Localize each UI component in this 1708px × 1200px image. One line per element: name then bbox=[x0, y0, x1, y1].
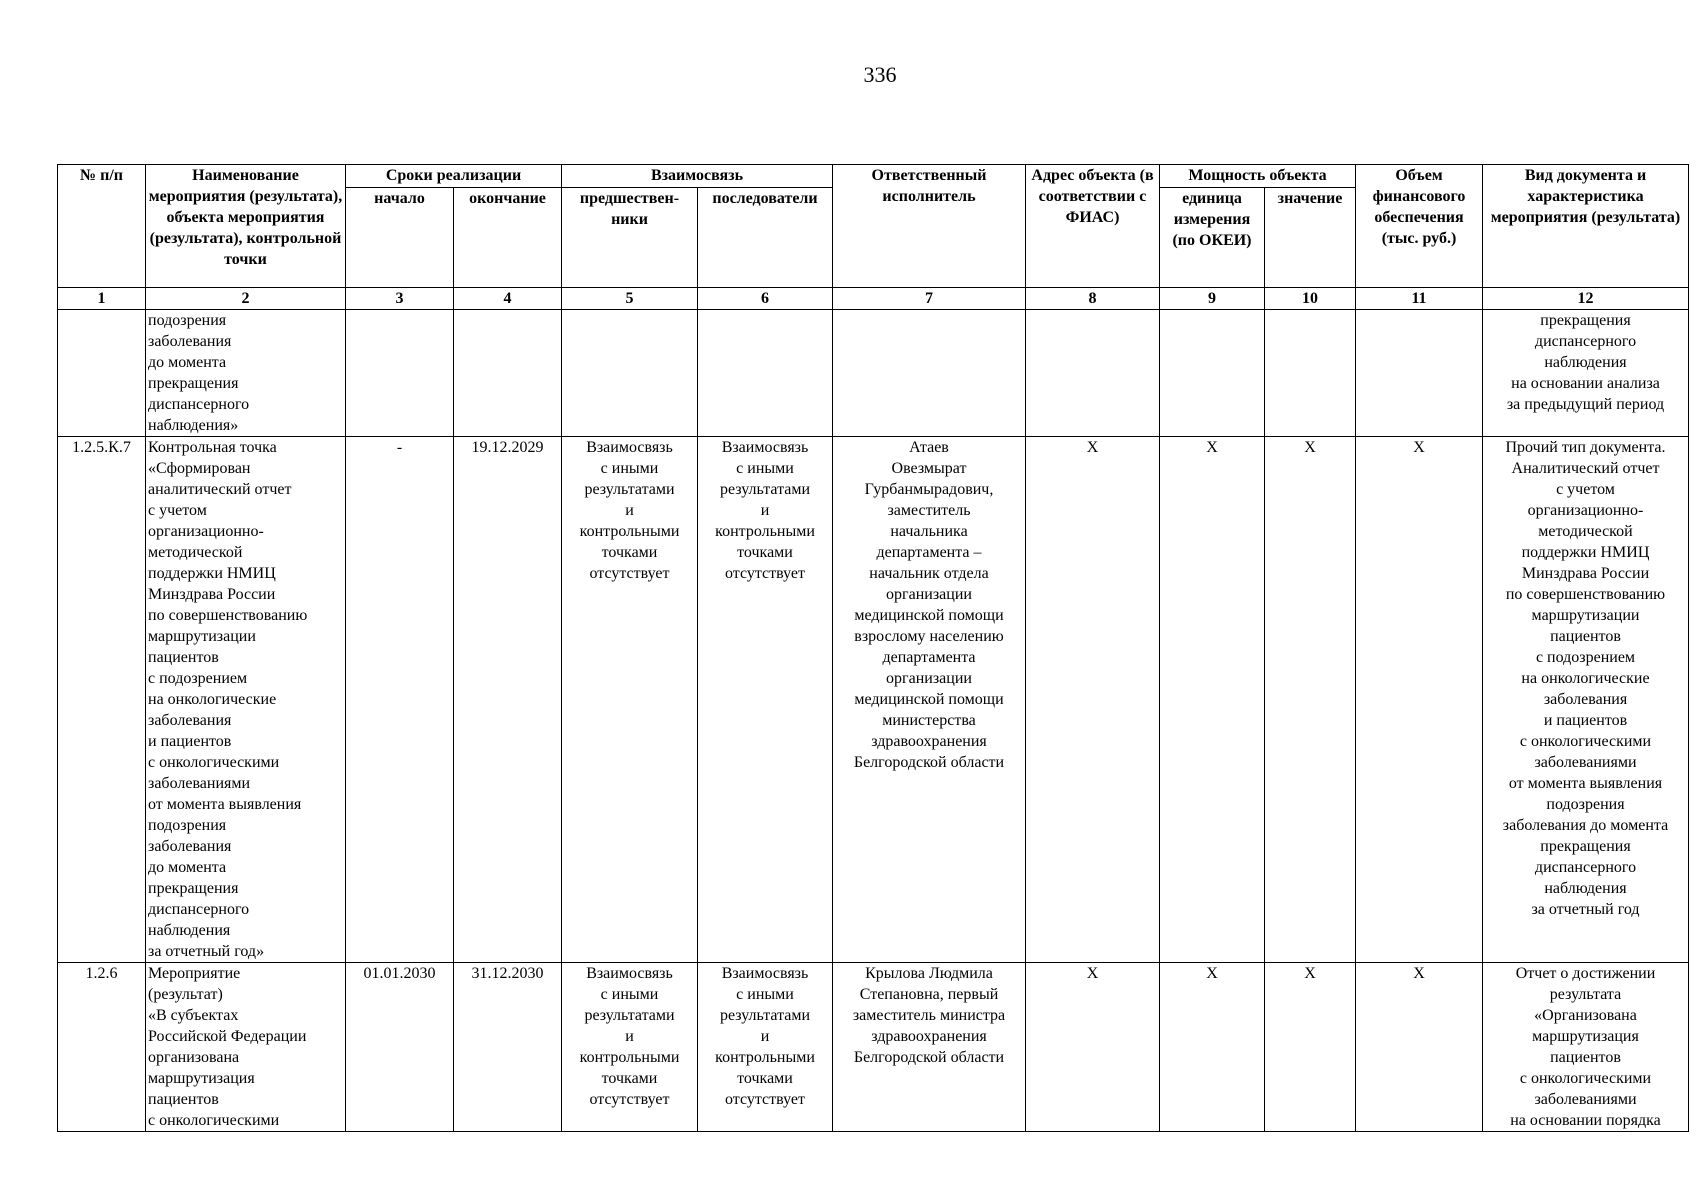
predecessors-line: результатами bbox=[584, 481, 675, 498]
finance-cell: X bbox=[1356, 963, 1483, 1132]
responsible-line: министерства bbox=[882, 712, 976, 729]
activity-name-line: Мероприятие bbox=[148, 965, 241, 982]
activity-name-line: маршрутизация bbox=[148, 1070, 255, 1087]
responsible-line: департамента bbox=[882, 649, 976, 666]
predecessors-cell bbox=[562, 310, 698, 437]
successors-line: результатами bbox=[719, 1007, 811, 1024]
document-type-line: заболевания до момента bbox=[1502, 817, 1669, 834]
header-end: окончание bbox=[454, 188, 562, 288]
activity-name-line: на онкологические bbox=[148, 691, 277, 708]
successors-line: контрольными bbox=[715, 1049, 815, 1066]
successors-line: Взаимосвязь bbox=[721, 439, 809, 456]
predecessors-line: отсутствует bbox=[589, 1091, 670, 1108]
activity-name-line: «Сформирован bbox=[148, 460, 251, 477]
unit-cell bbox=[1160, 310, 1265, 437]
activity-name-line: с онкологическими bbox=[148, 754, 280, 771]
predecessors-line: отсутствует bbox=[589, 565, 670, 582]
header-address: Адрес объекта (в соответствии с ФИАС) bbox=[1026, 165, 1160, 288]
responsible-line: начальника bbox=[890, 523, 968, 540]
col-number: 7 bbox=[833, 288, 1026, 310]
start-date-cell bbox=[346, 310, 454, 437]
activity-name-line: Контрольная точка bbox=[148, 439, 277, 456]
table-row bbox=[58, 310, 1689, 437]
document-type-line: Аналитический отчет bbox=[1511, 460, 1660, 477]
activity-name-line: наблюдения bbox=[148, 922, 231, 939]
activity-name-line: с подозрением bbox=[148, 670, 248, 687]
activity-name-line: до момента bbox=[148, 859, 227, 876]
document-type-line: на основании анализа bbox=[1511, 375, 1660, 392]
successors-line: с иными bbox=[736, 460, 794, 477]
end-date-cell: 31.12.2030 bbox=[454, 963, 562, 1132]
activity-name-line: диспансерного bbox=[148, 901, 250, 918]
col-number: 1 bbox=[58, 288, 146, 310]
activity-name-line: организована bbox=[148, 1049, 240, 1066]
responsible-line: Крылова Людмила bbox=[865, 965, 993, 982]
responsible-line: Гурбанмырадович, bbox=[864, 481, 994, 498]
successors-line: отсутствует bbox=[724, 565, 806, 582]
responsible-line: начальник отдела bbox=[869, 565, 989, 582]
activity-name-line: с онкологическими bbox=[148, 1112, 280, 1129]
address-cell: X bbox=[1026, 437, 1160, 963]
col-number: 6 bbox=[698, 288, 833, 310]
responsible-line: Овезмырат bbox=[891, 460, 967, 477]
activity-name-line: от момента выявления bbox=[148, 796, 302, 813]
header-finance: Объем финансового обеспечения (тыс. руб.) bbox=[1356, 165, 1483, 288]
predecessors-cell bbox=[562, 963, 698, 1132]
document-type-line: за отчетный год bbox=[1531, 901, 1640, 918]
successors-line: точками bbox=[737, 544, 793, 561]
document-type-line: подозрения bbox=[1546, 796, 1625, 813]
document-type-line: диспансерного bbox=[1534, 859, 1637, 876]
header-responsible: Ответственный исполнитель bbox=[833, 165, 1026, 288]
address-cell: X bbox=[1026, 963, 1160, 1132]
header-terms: Сроки реализации bbox=[346, 165, 562, 188]
document-type-line: маршрутизации bbox=[1531, 607, 1640, 624]
document-type-line: диспансерного bbox=[1534, 333, 1637, 350]
col-number: 5 bbox=[562, 288, 698, 310]
responsible-line: медицинской помощи bbox=[854, 607, 1004, 624]
header-link: Взаимосвязь bbox=[562, 165, 833, 188]
activity-name-line: заболеваниями bbox=[148, 775, 251, 792]
document-type-line: результата bbox=[1549, 986, 1622, 1003]
document-type-line: с учетом bbox=[1556, 481, 1615, 498]
document-type-line: «Организована bbox=[1534, 1007, 1637, 1024]
document-type-line: заболеваниями bbox=[1534, 754, 1637, 771]
header-unit: единица измерения (по ОКЕИ) bbox=[1160, 188, 1265, 288]
activity-name-line: Российской Федерации bbox=[148, 1028, 307, 1045]
document-type-line: методической bbox=[1538, 523, 1633, 540]
activity-name-cell bbox=[146, 437, 346, 963]
col-number: 3 bbox=[346, 288, 454, 310]
responsible-line: Белгородской области bbox=[853, 754, 1005, 771]
predecessors-line: результатами bbox=[584, 1007, 675, 1024]
activity-name-line: (результат) bbox=[148, 986, 223, 1003]
document-type-line: Минздрава России bbox=[1521, 565, 1650, 582]
activity-name-cell bbox=[146, 963, 346, 1132]
responsible-line: заместитель bbox=[887, 502, 971, 519]
activity-name-line: наблюдения» bbox=[148, 417, 239, 434]
activity-name-line: с учетом bbox=[148, 502, 207, 519]
activity-name-line: поддержки НМИЦ bbox=[148, 565, 276, 582]
document-type-cell bbox=[1483, 437, 1689, 963]
table-row bbox=[58, 437, 1689, 963]
header-value: значение bbox=[1265, 188, 1356, 288]
successors-cell bbox=[698, 963, 833, 1132]
responsible-line: взрослому населению bbox=[854, 628, 1004, 645]
activity-name-line: подозрения bbox=[148, 312, 227, 329]
end-date-cell bbox=[454, 310, 562, 437]
predecessors-line: контрольными bbox=[579, 1049, 680, 1066]
document-type-line: наблюдения bbox=[1544, 354, 1627, 371]
responsible-line: медицинской помощи bbox=[854, 691, 1004, 708]
document-type-line: заболеваниями bbox=[1534, 1091, 1637, 1108]
responsible-line: здравоохранения bbox=[871, 733, 987, 750]
responsible-cell bbox=[833, 437, 1026, 963]
activities-table bbox=[57, 164, 1689, 1132]
document-type-line: с онкологическими bbox=[1519, 1070, 1652, 1087]
value-cell bbox=[1265, 310, 1356, 437]
activity-name-line: заболевания bbox=[148, 333, 232, 350]
successors-cell bbox=[698, 437, 833, 963]
header-document: Вид документа и характеристика мероприятия (результата) bbox=[1483, 165, 1689, 288]
predecessors-line: точками bbox=[601, 1070, 658, 1087]
activity-name-cell bbox=[146, 310, 346, 437]
document-type-line: и пациентов bbox=[1543, 712, 1628, 729]
document-type-line: от момента выявления bbox=[1508, 775, 1663, 792]
finance-cell bbox=[1356, 310, 1483, 437]
activity-name-line: маршрутизации bbox=[148, 628, 256, 645]
row-number-cell bbox=[58, 310, 146, 437]
document-type-line: пациентов bbox=[1550, 1049, 1621, 1066]
activity-name-line: методической bbox=[148, 544, 243, 561]
successors-line: и bbox=[760, 502, 770, 519]
activity-name-line: и пациентов bbox=[148, 733, 232, 750]
col-number: 8 bbox=[1026, 288, 1160, 310]
start-date-cell: - bbox=[346, 437, 454, 963]
value-cell: X bbox=[1265, 963, 1356, 1132]
document-type-line: за предыдущий период bbox=[1506, 396, 1665, 413]
successors-line: с иными bbox=[736, 986, 794, 1003]
col-number: 11 bbox=[1356, 288, 1483, 310]
responsible-cell bbox=[833, 310, 1026, 437]
activity-name-line: аналитический отчет bbox=[148, 481, 292, 498]
col-number: 4 bbox=[454, 288, 562, 310]
document-type-line: Отчет о достижении bbox=[1515, 965, 1656, 982]
document-type-line: по совершенствованию bbox=[1505, 586, 1666, 603]
successors-line: и bbox=[760, 1028, 770, 1045]
header-name: Наименование мероприятия (результата), объекта мероприятия (результата), контрольной точки bbox=[146, 165, 346, 288]
table-row bbox=[58, 963, 1689, 1132]
responsible-line: здравоохранения bbox=[871, 1028, 987, 1045]
responsible-line: заместитель министра bbox=[852, 1007, 1006, 1024]
col-number: 10 bbox=[1265, 288, 1356, 310]
responsible-line: департамента – bbox=[876, 544, 982, 561]
activity-name-line: пациентов bbox=[148, 649, 219, 666]
page-number: 336 bbox=[863, 62, 897, 87]
predecessors-line: с иными bbox=[600, 986, 659, 1003]
successors-line: отсутствует bbox=[724, 1091, 806, 1108]
predecessors-line: и bbox=[625, 502, 634, 519]
predecessors-line: точками bbox=[601, 544, 658, 561]
predecessors-line: Взаимосвязь bbox=[586, 439, 673, 456]
row-number-cell: 1.2.6 bbox=[58, 963, 146, 1132]
col-number: 12 bbox=[1483, 288, 1689, 310]
document-type-line: на основании порядка bbox=[1510, 1112, 1661, 1129]
header-predecessors: предшествен- ники bbox=[562, 188, 698, 288]
header-power: Мощность объекта bbox=[1160, 165, 1356, 188]
start-date-cell: 01.01.2030 bbox=[346, 963, 454, 1132]
document-type-line: Прочий тип документа. bbox=[1505, 439, 1666, 456]
responsible-line: организации bbox=[886, 670, 972, 687]
responsible-line: организации bbox=[886, 586, 972, 603]
predecessors-line: и bbox=[625, 1028, 634, 1045]
responsible-line: Белгородской области bbox=[853, 1049, 1005, 1066]
activity-name-line: прекращения bbox=[148, 375, 239, 392]
activity-name-line: заболевания bbox=[148, 838, 232, 855]
successors-line: контрольными bbox=[715, 523, 815, 540]
predecessors-cell bbox=[562, 437, 698, 963]
activity-name-line: Минздрава России bbox=[148, 586, 276, 603]
activity-name-line: подозрения bbox=[148, 817, 227, 834]
document-type-line: маршрутизация bbox=[1532, 1028, 1639, 1045]
document-type-line: пациентов bbox=[1550, 628, 1621, 645]
document-type-line: с онкологическими bbox=[1519, 733, 1652, 750]
activity-name-line: организационно- bbox=[148, 523, 264, 540]
document-type-line: поддержки НМИЦ bbox=[1521, 544, 1650, 561]
value-cell: X bbox=[1265, 437, 1356, 963]
document-type-line: на онкологические bbox=[1521, 670, 1650, 687]
activity-name-line: пациентов bbox=[148, 1091, 219, 1108]
col-number: 2 bbox=[146, 288, 346, 310]
header-num: № п/п bbox=[58, 165, 146, 288]
document-type-cell bbox=[1483, 310, 1689, 437]
header-successors: последователи bbox=[698, 188, 833, 288]
document-type-line: прекращения bbox=[1540, 312, 1631, 329]
document-type-line: организационно- bbox=[1527, 502, 1644, 519]
predecessors-line: контрольными bbox=[579, 523, 680, 540]
address-cell bbox=[1026, 310, 1160, 437]
col-number: 9 bbox=[1160, 288, 1265, 310]
successors-line: точками bbox=[737, 1070, 793, 1087]
successors-cell bbox=[698, 310, 833, 437]
activity-name-line: прекращения bbox=[148, 880, 239, 897]
activity-name-line: диспансерного bbox=[148, 396, 250, 413]
predecessors-line: Взаимосвязь bbox=[586, 965, 673, 982]
document-type-line: заболевания bbox=[1543, 691, 1628, 708]
activity-name-line: заболевания bbox=[148, 712, 232, 729]
table-body bbox=[58, 310, 1689, 1132]
document-type-line: наблюдения bbox=[1544, 880, 1627, 897]
row-number-cell: 1.2.5.К.7 bbox=[58, 437, 146, 963]
header-start: начало bbox=[346, 188, 454, 288]
activity-name-line: «В субъектах bbox=[148, 1007, 239, 1024]
successors-line: Взаимосвязь bbox=[721, 965, 809, 982]
end-date-cell: 19.12.2029 bbox=[454, 437, 562, 963]
unit-cell: X bbox=[1160, 963, 1265, 1132]
finance-cell: X bbox=[1356, 437, 1483, 963]
unit-cell: X bbox=[1160, 437, 1265, 963]
successors-line: результатами bbox=[719, 481, 811, 498]
document-type-cell bbox=[1483, 963, 1689, 1132]
activity-name-line: до момента bbox=[148, 354, 227, 371]
document-type-line: прекращения bbox=[1540, 838, 1631, 855]
activity-name-line: по совершенствованию bbox=[148, 607, 308, 624]
document-type-line: с подозрением bbox=[1535, 649, 1636, 666]
responsible-line: Степановна, первый bbox=[859, 986, 999, 1003]
activity-name-line: за отчетный год» bbox=[148, 943, 265, 960]
predecessors-line: с иными bbox=[600, 460, 659, 477]
responsible-line: Атаев bbox=[909, 439, 949, 456]
responsible-cell bbox=[833, 963, 1026, 1132]
